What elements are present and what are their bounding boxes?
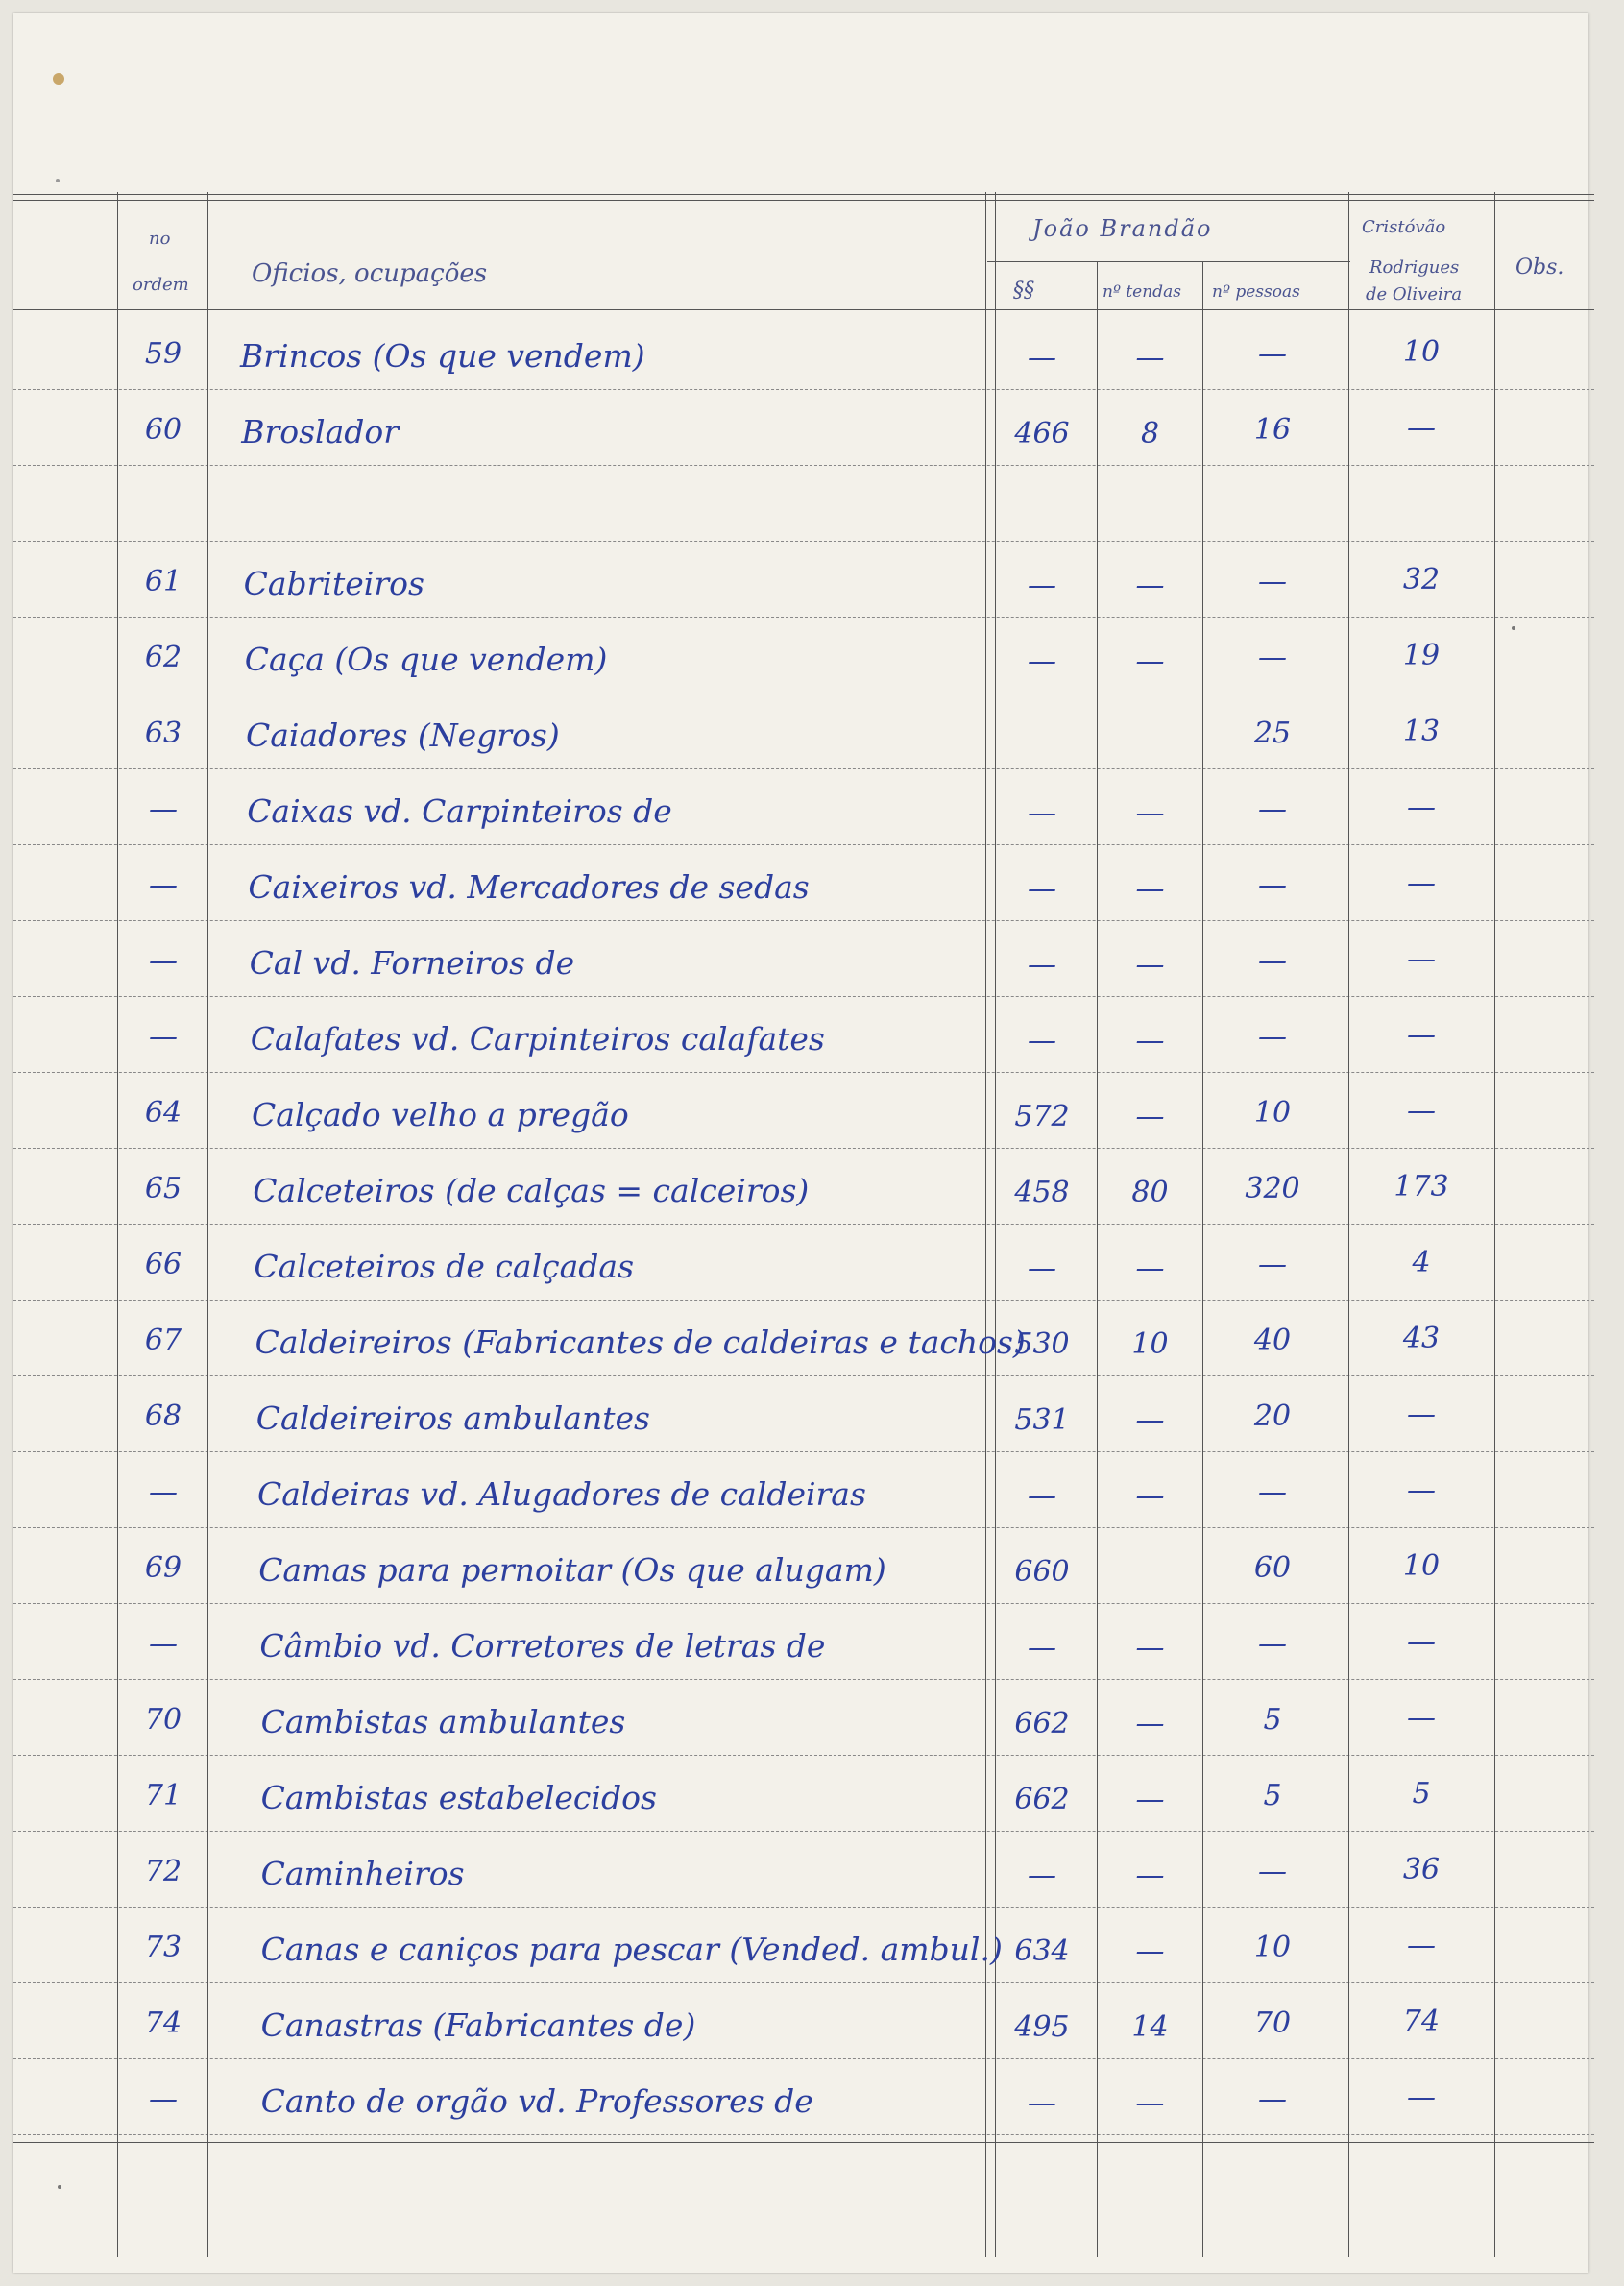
row-ordem: 62 [144, 641, 182, 674]
row-cristovao: — [1407, 1094, 1436, 1128]
row-ordem: 66 [144, 1248, 182, 1281]
row-rule [13, 1375, 1594, 1376]
header-oficios: Oficios, ocupações [252, 259, 488, 288]
row-tendas: — [1135, 1100, 1165, 1133]
row-pessoas: 5 [1263, 1703, 1282, 1737]
row-ss: 495 [1014, 2010, 1070, 2044]
row-ordem: 59 [144, 337, 182, 371]
row-tendas: 80 [1131, 1176, 1169, 1209]
row-oficio: Canto de orgão vd. Professores de [260, 2082, 813, 2120]
row-pessoas: 16 [1253, 413, 1292, 447]
row-oficio: Camas para pernoitar (Os que alugam) [258, 1551, 886, 1589]
row-tendas: — [1135, 1783, 1165, 1816]
row-ss: — [1028, 872, 1056, 906]
row-cristovao: — [1407, 790, 1436, 824]
row-tendas: — [1135, 341, 1165, 375]
row-ss: 572 [1014, 1100, 1070, 1133]
row-rule [13, 996, 1594, 997]
row-rule [13, 1451, 1594, 1452]
row-ss: 662 [1014, 1707, 1070, 1740]
row-cristovao: — [1407, 1625, 1436, 1659]
row-oficio: Caldeiras vd. Alugadores de caldeiras [257, 1475, 866, 1513]
row-rule [13, 1831, 1594, 1832]
column-rule [117, 192, 118, 2257]
row-ss: — [1028, 1252, 1056, 1285]
row-oficio: Calceteiros (de calças = calceiros) [253, 1172, 810, 1209]
row-pessoas: — [1258, 1855, 1287, 1888]
row-cristovao: — [1407, 1398, 1436, 1431]
row-ordem: — [149, 2082, 178, 2116]
row-oficio: Calceteiros de calçadas [254, 1248, 635, 1285]
row-tendas: — [1135, 872, 1165, 906]
row-tendas: 8 [1140, 417, 1160, 450]
row-pessoas: 60 [1253, 1551, 1292, 1585]
row-ordem: 64 [144, 1096, 182, 1130]
row-ss: 662 [1014, 1783, 1070, 1816]
row-pessoas: — [1258, 868, 1287, 902]
row-tendas: — [1135, 1479, 1165, 1513]
rule-header-bottom [13, 309, 1594, 310]
row-tendas: — [1135, 1252, 1165, 1285]
row-rule [13, 1907, 1594, 1908]
paper-speck [56, 179, 60, 182]
rule-top [13, 194, 1594, 195]
row-tendas: — [1135, 644, 1165, 678]
row-oficio: Caldeireiros ambulantes [255, 1399, 650, 1437]
row-rule [13, 1603, 1594, 1604]
row-oficio: Caldeireiros (Fabricantes de caldeiras e tachos) [255, 1324, 1026, 1361]
row-cristovao: — [1407, 1929, 1436, 1962]
row-tendas: — [1135, 948, 1165, 982]
row-ss: — [1028, 341, 1056, 375]
row-rule [13, 920, 1594, 921]
row-tendas: — [1135, 1403, 1165, 1437]
row-pessoas: 20 [1253, 1399, 1292, 1433]
row-cristovao: 32 [1402, 563, 1441, 596]
row-pessoas: — [1258, 337, 1287, 371]
header-cristovao-3: de Oliveira [1366, 284, 1463, 304]
row-ss: — [1028, 1479, 1056, 1513]
row-ss: 458 [1014, 1176, 1070, 1209]
header-ordem-line2: ordem [133, 275, 189, 295]
row-rule [13, 2134, 1594, 2135]
row-pessoas: — [1258, 1020, 1287, 1054]
row-pessoas: — [1258, 944, 1287, 978]
row-ordem: — [149, 1627, 178, 1661]
row-ss: 466 [1014, 417, 1070, 450]
row-rule [13, 541, 1594, 542]
row-ss: — [1028, 1631, 1056, 1665]
row-cristovao: — [1407, 1473, 1436, 1507]
row-oficio: Caixas vd. Carpinteiros de [247, 792, 672, 830]
column-rule [1494, 192, 1495, 2257]
row-ordem: 74 [144, 2006, 182, 2040]
row-ordem: 63 [144, 717, 182, 750]
paper-speck [58, 2185, 61, 2189]
row-pessoas: — [1258, 1475, 1287, 1509]
row-pessoas: — [1258, 1627, 1287, 1661]
row-ss: — [1028, 796, 1056, 830]
row-cristovao: 74 [1402, 2005, 1441, 2038]
row-pessoas: 10 [1253, 1096, 1292, 1130]
column-rule [1097, 261, 1098, 2257]
row-rule [13, 465, 1594, 466]
row-oficio: Calçado velho a pregão [252, 1096, 629, 1133]
row-ss: — [1028, 1859, 1056, 1892]
row-ordem: — [149, 944, 178, 978]
header-pessoas: nº pessoas [1212, 282, 1300, 302]
row-tendas: — [1135, 1631, 1165, 1665]
row-ordem: 73 [144, 1931, 182, 1964]
row-tendas: — [1135, 1024, 1165, 1058]
column-rule [1202, 261, 1203, 2257]
row-rule [13, 1679, 1594, 1680]
row-ordem: 68 [144, 1399, 182, 1433]
row-tendas: — [1135, 1707, 1165, 1740]
header-cristovao-2: Rodrigues [1369, 257, 1460, 278]
row-pessoas: 320 [1245, 1172, 1300, 1205]
row-tendas: — [1135, 2086, 1165, 2120]
row-ordem: — [149, 1020, 178, 1054]
column-rule [207, 192, 208, 2257]
row-rule [13, 1072, 1594, 1073]
row-ordem: — [149, 1475, 178, 1509]
row-cristovao: — [1407, 866, 1436, 900]
header-obs: Obs. [1515, 255, 1564, 280]
row-tendas: — [1135, 1934, 1165, 1968]
row-pessoas: — [1258, 641, 1287, 674]
row-pessoas: — [1258, 2082, 1287, 2116]
row-oficio: Brincos (Os que vendem) [240, 337, 645, 375]
row-pessoas: — [1258, 1248, 1287, 1281]
row-ss: 530 [1014, 1327, 1070, 1361]
row-oficio: Broslador [241, 413, 400, 450]
row-cristovao: 43 [1402, 1322, 1441, 1355]
row-ordem: 60 [144, 413, 182, 447]
row-oficio: Cambistas ambulantes [260, 1703, 626, 1740]
row-ss: — [1028, 2086, 1056, 2120]
row-ordem: 69 [144, 1551, 182, 1585]
row-cristovao: 5 [1412, 1777, 1431, 1811]
row-rule [13, 2058, 1594, 2059]
rule-header-sub [987, 261, 1350, 262]
row-rule [13, 617, 1594, 618]
row-ordem: 65 [144, 1172, 182, 1205]
row-cristovao: 4 [1412, 1246, 1431, 1279]
row-oficio: Caiadores (Negros) [246, 717, 560, 754]
row-pessoas: — [1258, 565, 1287, 598]
row-pessoas: 25 [1253, 717, 1292, 750]
header-ss: §§ [1013, 279, 1034, 303]
row-oficio: Caminheiros [260, 1855, 465, 1892]
row-pessoas: 10 [1253, 1931, 1292, 1964]
row-ss: — [1028, 569, 1056, 602]
row-ordem: 71 [144, 1779, 182, 1812]
row-pessoas: — [1258, 792, 1287, 826]
row-ss: 660 [1014, 1555, 1070, 1589]
row-tendas: — [1135, 796, 1165, 830]
row-cristovao: — [1407, 1018, 1436, 1052]
row-rule [13, 1224, 1594, 1225]
row-cristovao: 10 [1402, 1549, 1441, 1583]
row-tendas: — [1135, 1859, 1165, 1892]
row-cristovao: — [1407, 1701, 1436, 1735]
row-rule [13, 768, 1594, 769]
row-rule [13, 1527, 1594, 1528]
row-pessoas: 40 [1253, 1324, 1292, 1357]
row-oficio: Caça (Os que vendem) [244, 641, 608, 678]
row-cristovao: — [1407, 2080, 1436, 2114]
row-ss: — [1028, 644, 1056, 678]
row-rule [13, 389, 1594, 390]
row-ordem: — [149, 792, 178, 826]
row-cristovao: — [1407, 942, 1436, 976]
row-oficio: Caixeiros vd. Mercadores de sedas [248, 868, 810, 906]
row-ss: 634 [1014, 1934, 1070, 1968]
row-pessoas: 70 [1253, 2006, 1292, 2040]
row-oficio: Canastras (Fabricantes de) [260, 2006, 696, 2044]
row-ordem: 70 [144, 1703, 182, 1737]
row-cristovao: — [1407, 411, 1436, 445]
row-pessoas: 5 [1263, 1779, 1282, 1812]
row-ordem: 61 [144, 565, 182, 598]
header-joao-brandao: João Brandão [1032, 215, 1213, 242]
header-ordem-line1: no [149, 229, 171, 249]
row-rule [13, 1148, 1594, 1149]
row-ss: — [1028, 1024, 1056, 1058]
paper-speck [1512, 626, 1515, 630]
row-rule [13, 844, 1594, 845]
paper-speck [53, 73, 64, 85]
row-tendas: — [1135, 569, 1165, 602]
row-rule [13, 1300, 1594, 1301]
row-tendas: 10 [1131, 1327, 1169, 1361]
row-ordem: — [149, 868, 178, 902]
row-oficio: Câmbio vd. Corretores de letras de [259, 1627, 826, 1665]
header-cristovao-1: Cristóvão [1362, 217, 1446, 237]
row-oficio: Cabriteiros [243, 565, 424, 602]
rule-bottom [13, 2142, 1594, 2143]
row-oficio: Cambistas estabelecidos [260, 1779, 657, 1816]
row-cristovao: 173 [1394, 1170, 1449, 1204]
row-oficio: Cal vd. Forneiros de [249, 944, 575, 982]
row-cristovao: 19 [1402, 639, 1441, 672]
row-ss: — [1028, 948, 1056, 982]
row-cristovao: 10 [1402, 335, 1441, 369]
row-cristovao: 36 [1402, 1853, 1441, 1886]
rule-top [13, 200, 1594, 201]
row-ordem: 67 [144, 1324, 182, 1357]
row-ordem: 72 [144, 1855, 182, 1888]
row-oficio: Calafates vd. Carpinteiros calafates [250, 1020, 825, 1058]
row-rule [13, 1982, 1594, 1983]
row-tendas: 14 [1131, 2010, 1169, 2044]
row-rule [13, 1755, 1594, 1756]
row-cristovao: 13 [1402, 715, 1441, 748]
header-tendas: nº tendas [1103, 282, 1181, 302]
row-ss: 531 [1014, 1403, 1070, 1437]
row-oficio: Canas e caniços para pescar (Vended. ambul.) [260, 1931, 1003, 1968]
